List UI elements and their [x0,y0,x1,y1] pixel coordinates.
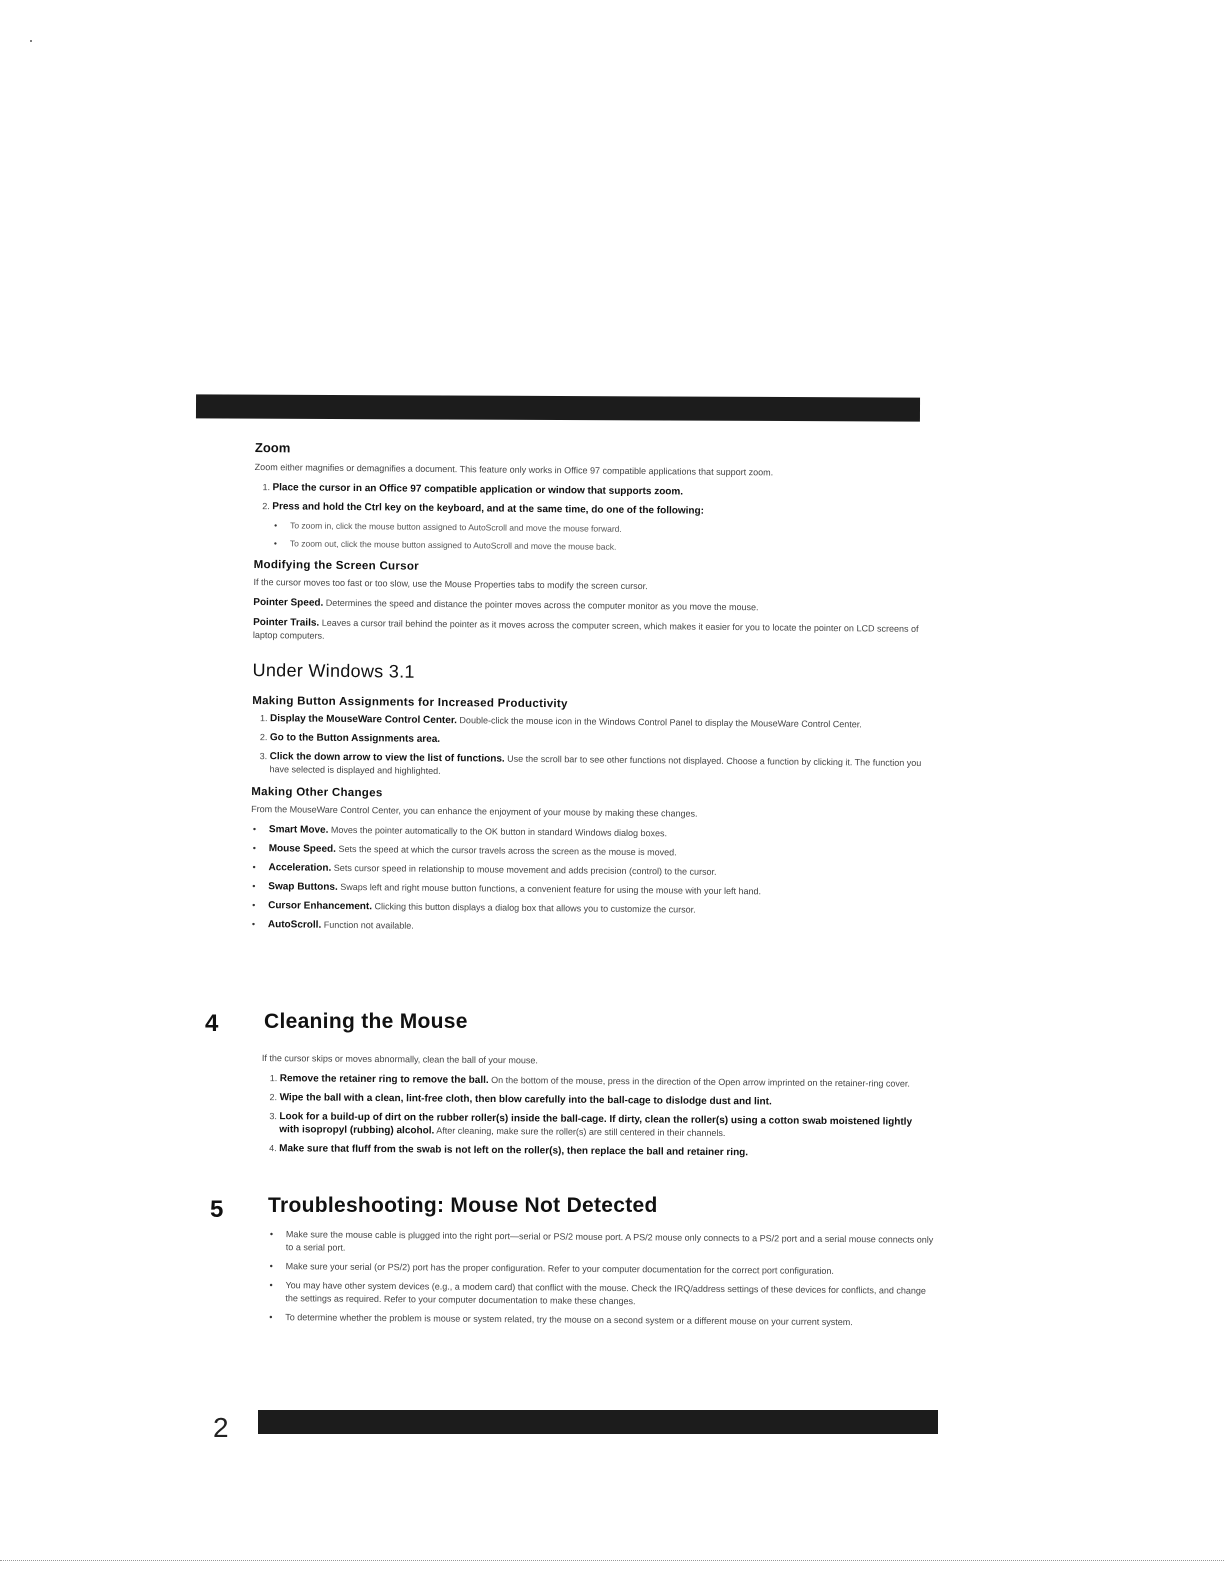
zoom-step: 1. Place the cursor in an Office 97 compatible application or window that supports zoom. [272,481,934,501]
troubleshooting-item: • To determine whether the problem is mouse or system related, try the mouse on a second system or a different mouse on your current system. [285,1311,937,1330]
other-changes-intro: From the MouseWare Control Center, you can enhance the enjoyment of your mouse by making these changes. [251,803,698,819]
page-number: 2 [213,1412,229,1443]
zoom-intro: Zoom either magnifies or demagnifies a document. This feature only works in Office 97 compatible applications that support zoom. [254,461,774,478]
other-change-item: • Acceleration. Sets cursor speed in relationship to mouse movement and adds precision (control) to the cursor. [268,861,930,881]
other-change-item: • AutoScroll. Function not available. [268,918,930,938]
scan-artifact-line [0,1560,1224,1562]
cleaning-step: 3. Look for a build-up of dirt on the rubber roller(s) inside the ball-cage. If dirty, clean the roller(s) using a cotton swab moistened lightly with isopropyl (rubbing) alcohol. After cleaning, make sure the roller(s) are still centered in their channels. [279,1110,931,1142]
cleaning-step: 1. Remove the retainer ring to remove the ball. On the bottom of the mouse, press in the direction of the Open arrow imprinted on the retainer-ring cover. [280,1072,932,1091]
button-assignment-steps [251,712,932,783]
button-assignments-heading: Making Button Assignments for Increased Productivity [252,694,568,711]
troubleshooting-list [267,1228,938,1330]
mouse-settings-section [250,440,935,944]
zoom-step: 2. Press and hold the Ctrl key on the keyboard, and at the same time, do one of the following: [272,500,934,520]
chapter-number: 4 [205,1010,219,1037]
zoom-steps [254,481,934,520]
zoom-heading: Zoom [254,440,291,456]
troubleshooting-item: • Make sure your serial (or PS/2) port has the proper configuration. Refer to your computer documentation for the correct port configuration. [286,1260,938,1279]
other-change-item: • Cursor Enhancement. Clicking this button displays a dialog box that allows you to customize the cursor. [268,899,930,919]
other-changes-heading: Making Other Changes [251,785,383,800]
cleaning-step: 2. Wipe the ball with a clean, lint-free cloth, then blow carefully into the ball-cage to dislodge dust and lint. [280,1091,932,1110]
other-change-item: • Mouse Speed. Sets the speed at which the cursor travels across the screen as the mouse is moved. [269,842,931,862]
zoom-sub-bullet: • To zoom in, click the mouse button assigned to AutoScroll and move the mouse forward. [290,519,934,538]
cursor-heading: Modifying the Screen Cursor [253,558,420,573]
pointer-trails-item: Pointer Trails. Leaves a cursor trail behind the pointer as it moves across the computer screen, which makes it easier for you to locate the pointer on LCD screens of laptop computers. [252,616,919,641]
button-assignment-step: 3. Click the down arrow to view the list of functions. Use the scroll bar to see other functions not displayed. Choose a function by clicking it. The function you have selected is displayed and highlighted. [269,750,931,783]
pointer-speed-item: Pointer Speed. Determines the speed and distance the pointer moves across the computer monitor as you move the mouse. [253,596,759,613]
chapter-title: Cleaning the Mouse [264,1010,468,1033]
troubleshooting-body [267,1228,938,1336]
chapter-number: 5 [210,1196,224,1223]
cleaning-step: 4. Make sure that fluff from the swab is not left on the roller(s), then replace the ball and retainer ring. [279,1142,931,1161]
chapter-title: Troubleshooting: Mouse Not Detected [268,1194,658,1217]
other-change-item: • Smart Move. Moves the pointer automatically to the OK button in standard Windows dialog boxes. [269,823,931,843]
header-bar [196,394,920,421]
cleaning-body [261,1050,932,1167]
footer-bar [258,1410,938,1434]
button-assignment-step: 1. Display the MouseWare Control Center. Double-click the mouse icon in the Windows Control Panel to display the MouseWare Control Center. [270,712,932,732]
zoom-sub-bullet: • To zoom out, click the mouse button assigned to AutoScroll and move the mouse back. [290,537,934,556]
zoom-sub-bullets [254,519,934,556]
troubleshooting-item: • Make sure the mouse cable is plugged into the right port—serial or PS/2 mouse port. A PS/2 mouse only connects to a PS/2 port and a serial mouse connects only to a serial port. [286,1228,938,1260]
troubleshooting-item: • You may have other system devices (e.g., a modem card) that conflict with the mouse. Check the IRQ/address settings of these devices for conflicts, and change the settings as required. Refer to your computer documentation to make these changes. [285,1279,937,1311]
other-changes-list [250,823,931,938]
button-assignment-step: 2. Go to the Button Assignments area. [270,731,932,751]
cursor-intro: If the cursor moves too fast or too slow, use the Mouse Properties tabs to modify the screen cursor. [253,576,648,592]
scan-speck [30,40,32,42]
windows31-heading: Under Windows 3.1 [252,659,415,682]
cleaning-steps [261,1072,932,1161]
other-change-item: • Swap Buttons. Swaps left and right mouse button functions, a convenient feature for using the mouse with your left hand. [268,880,930,900]
cleaning-intro: If the cursor skips or moves abnormally, clean the ball of your mouse. [261,1052,538,1066]
